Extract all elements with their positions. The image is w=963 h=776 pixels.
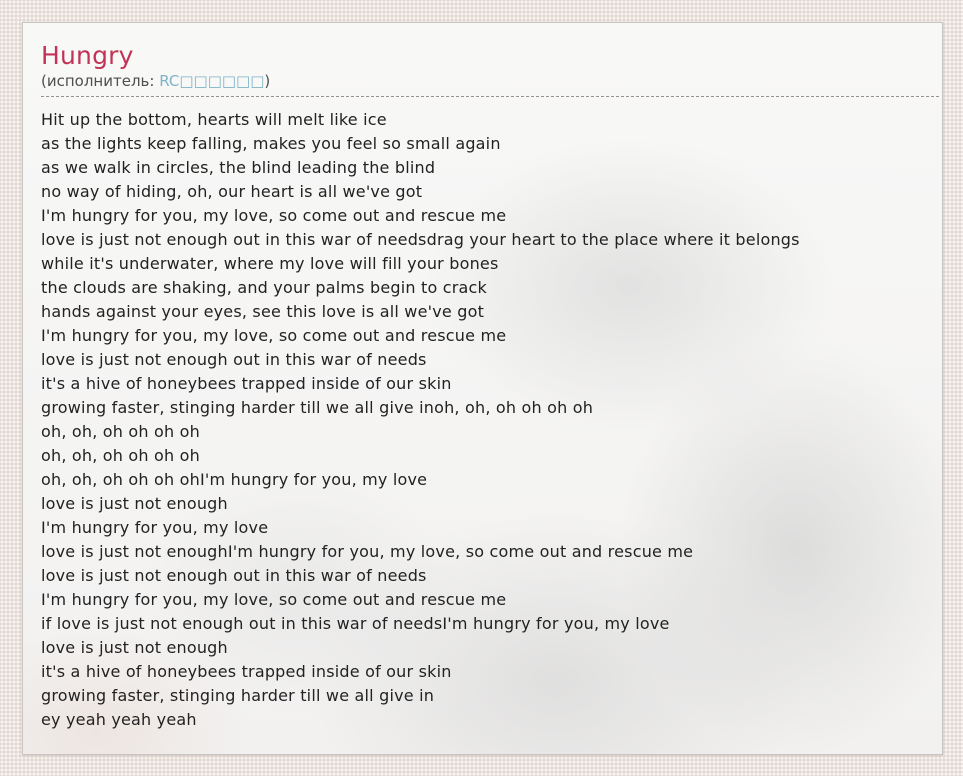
lyric-line: no way of hiding, oh, our heart is all we've got [41,182,423,201]
lyric-line: ey yeah yeah yeah [41,710,197,729]
lyric-line: if love is just not enough out in this war of needsI'm hungry for you, my love [41,614,670,633]
lyric-line: as the lights keep falling, makes you feel so small again [41,134,501,153]
artist-label-prefix: (исполнитель: [41,72,160,90]
lyric-line: I'm hungry for you, my love [41,518,269,537]
lyric-line: hands against your eyes, see this love is all we've got [41,302,485,321]
lyric-line: love is just not enough [41,638,228,657]
lyric-line: I'm hungry for you, my love, so come out and rescue me [41,590,507,609]
lyric-line: I'm hungry for you, my love, so come out and rescue me [41,326,507,345]
lyrics-block [41,108,942,732]
lyric-line: it's a hive of honeybees trapped inside of our skin [41,374,452,393]
artist-label-suffix: ) [264,72,271,90]
artist-link[interactable]: RC□□□□□□ [159,72,265,90]
lyric-line: oh, oh, oh oh oh oh [41,446,200,465]
lyric-line: I'm hungry for you, my love, so come out and rescue me [41,206,507,225]
lyric-line: love is just not enough out in this war of needs [41,350,427,369]
lyric-line: love is just not enough [41,494,228,513]
lyric-line: oh, oh, oh oh oh ohI'm hungry for you, my love [41,470,428,489]
lyric-line: it's a hive of honeybees trapped inside of our skin [41,662,452,681]
content-card-inner [23,23,942,754]
lyric-line: as we walk in circles, the blind leading the blind [41,158,436,177]
artist-row [41,72,939,97]
lyric-line: Hit up the bottom, hearts will melt like ice [41,110,387,129]
lyric-line: growing faster, stinging harder till we all give inoh, oh, oh oh oh oh [41,398,594,417]
content-card [22,22,943,755]
lyric-line: love is just not enough out in this war of needsdrag your heart to the place where it belongs [41,230,800,249]
lyric-line: love is just not enough out in this war of needs [41,566,427,585]
lyric-line: love is just not enoughI'm hungry for you, my love, so come out and rescue me [41,542,694,561]
lyric-line: growing faster, stinging harder till we all give in [41,686,435,705]
lyric-line: oh, oh, oh oh oh oh [41,422,200,441]
lyric-line: while it's underwater, where my love will fill your bones [41,254,499,273]
song-title: Hungry [41,41,134,70]
lyric-line: the clouds are shaking, and your palms begin to crack [41,278,487,297]
